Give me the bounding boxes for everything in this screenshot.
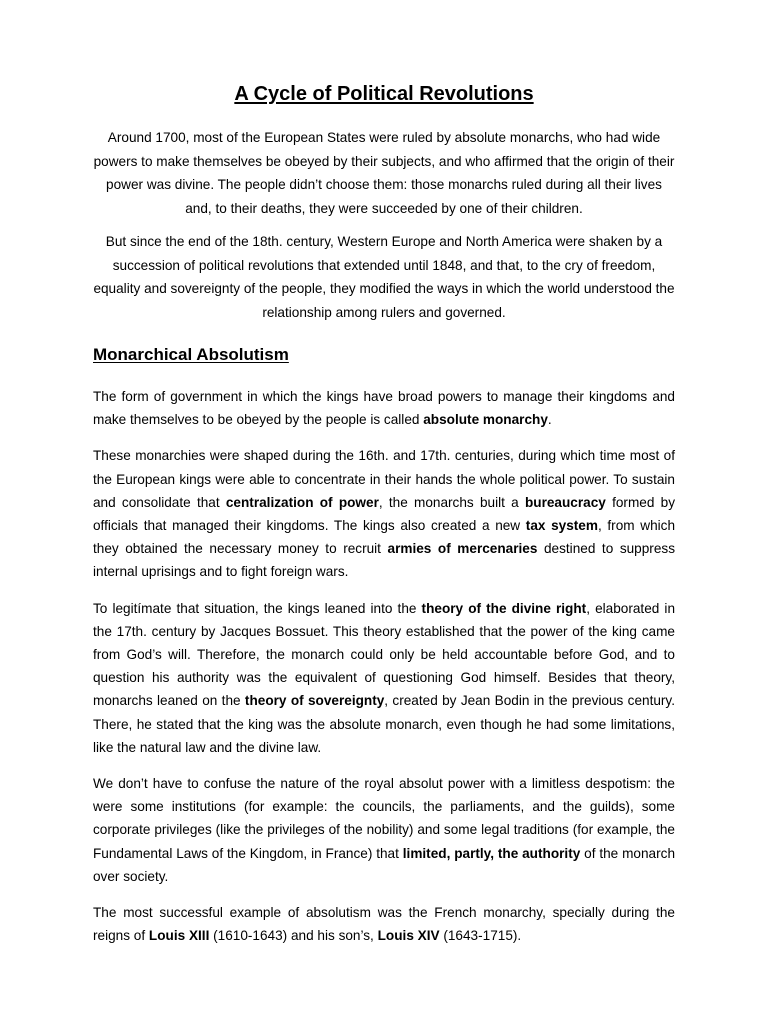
document-title: A Cycle of Political Revolutions <box>234 83 534 105</box>
text-run: , elaborated in the 17th. century by Jacques Bossuet. This theory established that the power of the king came from God’s will. Therefore, the monarch could only be held accountable before God, and to question his authority was the equivalent of questioning God himself. Besides that theory, monarchs leaned on the <box>93 600 676 709</box>
text-run: of the monarch over society. <box>93 845 676 884</box>
document-body <box>93 80 675 947</box>
bold-text-run: armies of mercenaries <box>387 541 538 557</box>
intro-paragraph <box>93 230 675 324</box>
text-run: destined to suppress internal uprisings and to fight foreign wars. <box>93 541 675 580</box>
text-run: We don’t have to confuse the nature of the royal absolut power with a limitless despotism: the were some institutions (for example: the councils, the parliaments, and the guilds), some corporate privileges (like the privileges of the nobility) and some legal traditions (for example, the Fundamental Laws of the Kingdom, in France) that <box>93 776 675 861</box>
text-run: (1610-1643) and his son’s, <box>209 928 378 944</box>
text-run: , the monarchs built a <box>378 494 525 510</box>
bold-text-run: absolute monarchy <box>423 412 548 428</box>
text-run: These monarchies were shaped during the 16th. and 17th. centuries, during which time most of the European kings were able to concentrate in their hands the whole political power. To sustain and consolidate that <box>93 448 675 510</box>
text-run: But since the end of the 18th. century, Western Europe and North America were shaken by a succession of political revolutions that extended until 1848, and that, to the cry of freedom, equality and sovereignty of the people, they modified the ways in which the world understood the relationship among rulers and governed. <box>93 234 675 320</box>
body-paragraph <box>93 444 675 583</box>
bold-text-run: limited, partly, the authority <box>402 845 581 861</box>
bold-text-run: Louis XIII <box>148 928 210 944</box>
bold-text-run: tax system <box>525 518 598 534</box>
bold-text-run: theory of sovereignty <box>244 693 385 709</box>
body-paragraph <box>93 772 675 888</box>
intro-paragraph <box>93 126 675 220</box>
intro-section <box>93 126 675 324</box>
body-paragraph <box>93 597 675 759</box>
section-body <box>93 385 675 947</box>
bold-text-run: centralization of power <box>225 494 379 510</box>
bold-text-run: theory of the divine right <box>421 600 587 616</box>
bold-text-run: bureaucracy <box>524 494 606 510</box>
text-run: , created by Jean Bodin in the previous century. There, he stated that the king was the absolute monarch, even though he had some limitations, like the natural law and the divine law. <box>93 693 675 755</box>
bold-text-run: Louis XIV <box>377 928 440 944</box>
text-run: Around 1700, most of the European States were ruled by absolute monarchs, who had wide powers to make themselves be obeyed by their subjects, and who affirmed that the origin of their power was divine. The people didn’t choose them: those monarchs ruled during all their lives and, to their deaths, they were succeeded by one of their children. <box>93 130 675 216</box>
text-run: formed by officials that managed their kingdoms. The kings also created a new <box>93 494 675 534</box>
text-run: To legitímate that situation, the kings leaned into the <box>93 600 422 616</box>
text-run: The form of government in which the kings have broad powers to manage their kingdoms and make themselves to be obeyed by the people is called <box>93 389 675 428</box>
text-run: . <box>547 412 552 428</box>
body-paragraph <box>93 901 675 947</box>
text-run: The most successful example of absolutism was the French monarchy, specially during the reigns of <box>93 905 675 944</box>
section-heading: Monarchical Absolutism <box>93 345 289 364</box>
text-run: (1643-1715). <box>439 928 522 944</box>
text-run: , from which they obtained the necessary money to recruit <box>93 518 676 557</box>
body-paragraph <box>93 385 675 431</box>
